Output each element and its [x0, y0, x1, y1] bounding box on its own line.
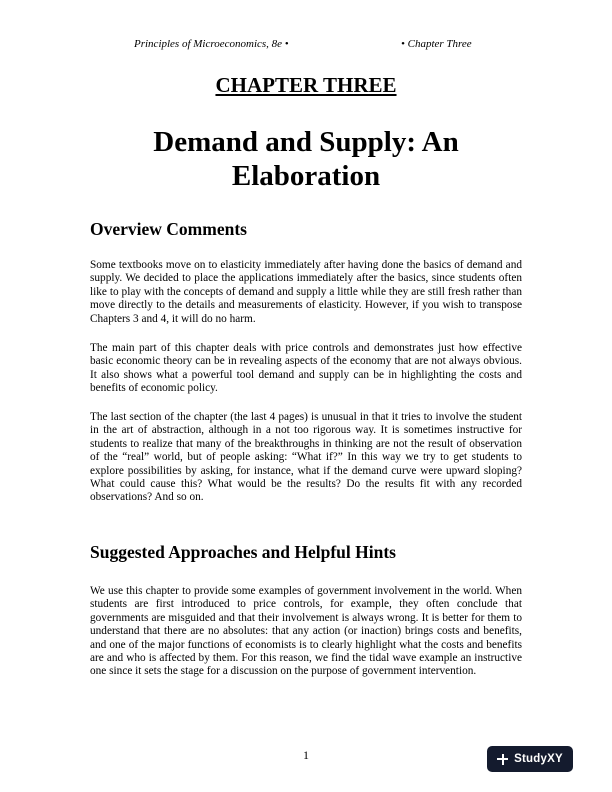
- page-number: 1: [303, 748, 309, 762]
- header-book-title: Principles of Microeconomics, 8e •: [134, 38, 289, 50]
- header-chapter: • Chapter Three: [401, 38, 472, 50]
- paragraph: The last section of the chapter (the last 4 pages) is unusual in that it tries to involve the student in the art of abstraction, although in a not too rigorous way. It is sometimes instructive for students to realize that many of the breakthroughs in thinking are not the result of observation of the “real” world, but of people asking: “What if?” In this way we try to get students to explore possibilities by asking, for instance, what if the demand curve were upward sloping? What could cause this? What would be the results? Do the results fit with any recorded observations? And so on.: [90, 411, 522, 504]
- paragraph: We use this chapter to provide some examples of government involvement in the world. When students are first introduced to price controls, for example, they often conclude that governments are misguided and that their involvement is always wrong. It is better for them to understand that there are no absolutes: that any action (or inaction) brings costs and benefits, and one of the major functions of economists is to clearly highlight what the costs and benefits are and who is affected by them. For this reason, we find the tidal wave example an instructive one since it sets the stage for a discussion on the purpose of government intervention.: [90, 585, 522, 678]
- section-heading-overview: Overview Comments: [90, 219, 247, 239]
- chapter-title: Demand and Supply: An Elaboration: [153, 126, 459, 192]
- badge-label: StudyXY: [514, 753, 563, 765]
- paragraph: The main part of this chapter deals with price controls and demonstrates just how effective basic economic theory can be in revealing aspects of the economy that are not always obvious. It also shows what a powerful tool demand and supply can be in highlighting the costs and benefits of economic policy.: [90, 342, 522, 395]
- section-heading-approaches: Suggested Approaches and Helpful Hints: [90, 542, 396, 562]
- chapter-label: CHAPTER THREE: [215, 73, 397, 97]
- studyxy-badge[interactable]: [487, 746, 573, 772]
- plus-icon: [497, 754, 508, 765]
- paragraph: Some textbooks move on to elasticity immediately after having done the basics of demand and supply. We decided to place the applications immediately after the basics, since students often like to play with the concepts of demand and supply a little while they are still fresh rather than move directly to the details and measurements of elasticity. However, if you wish to transpose Chapters 3 and 4, it will do no harm.: [90, 259, 522, 325]
